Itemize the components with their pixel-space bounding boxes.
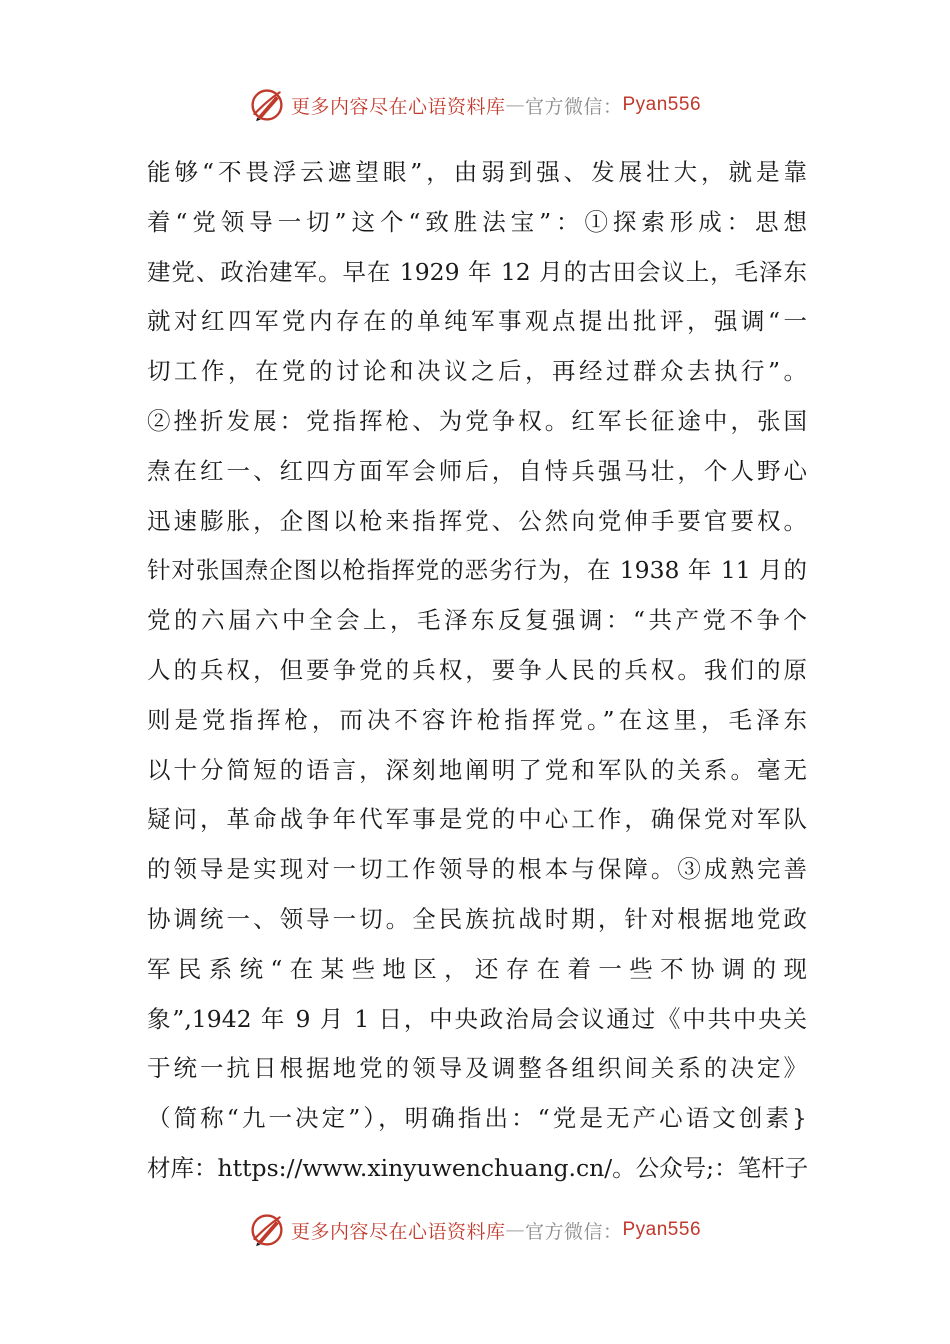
banner-separator: — <box>505 94 525 116</box>
banner-separator: — <box>505 1219 525 1241</box>
banner-title: 更多内容尽在心语资料库 <box>290 1220 506 1243</box>
text-line: 着“党领导一切”这个“致胜法宝”：①探索形成：思想 <box>147 207 807 236</box>
header-banner <box>0 80 950 130</box>
banner-title: 更多内容尽在心语资料库 <box>290 95 506 118</box>
text-line: 于统一抗日根据地党的领导及调整各组织间关系的决定》 <box>147 1054 807 1083</box>
text-line: 材库：https://www.xinyuwenchuang.cn/。公众号;：笔杆子 <box>147 1153 809 1182</box>
text-line: 党的六届六中全会上，毛泽东反复强调：“共产党不争个 <box>147 606 807 635</box>
banner-wechat-label: 官方微信： <box>524 95 623 118</box>
text-line: ②挫折发展：党指挥枪、为党争权。红军长征途中，张国 <box>147 406 807 435</box>
text-line: 切工作，在党的讨论和决议之后，再经过群众去执行”。 <box>147 357 807 386</box>
text-line: 的领导是实现对一切工作领导的根本与保障。③成熟完善 <box>147 855 807 884</box>
pen-logo-icon <box>249 87 285 123</box>
text-line: 焘在红一、红四方面军会师后，自恃兵强马壮，个人野心 <box>147 456 807 485</box>
text-line: 协调统一、领导一切。全民族抗战时期，针对根据地党政 <box>147 904 807 933</box>
text-line: 针对张国焘企图以枪指挥党的恶劣行为，在 1938 年 11 月的 <box>147 556 807 585</box>
text-line: 能够“不畏浮云遮望眼”，由弱到强、发展壮大，就是靠 <box>147 158 807 186</box>
text-line: 以十分简短的语言，深刻地阐明了党和军队的关系。毫无 <box>147 755 807 784</box>
pen-logo-icon <box>249 1212 285 1248</box>
text-line: 人的兵权，但要争党的兵权，要争人民的兵权。我们的原 <box>147 655 807 684</box>
text-line: 疑问，革命战争年代军事是党的中心工作，确保党对军队 <box>147 805 807 834</box>
text-line: 建党、政治建军。早在 1929 年 12 月的古田会议上，毛泽东 <box>147 257 807 286</box>
text-line: 象”,1942 年 9 月 1 日，中央政治局会议通过《中共中央关 <box>147 1004 807 1033</box>
text-line: 迅速膨胀，企图以枪来指挥党、公然向党伸手要官要权。 <box>147 506 807 535</box>
banner-wechat-label: 官方微信： <box>524 1220 623 1243</box>
text-line: 则是党指挥枪，而决不容许枪指挥党。”在这里，毛泽东 <box>147 705 807 734</box>
text-line: （简称“九一决定”），明确指出：“党是无产心语文创素} <box>147 1104 807 1133</box>
text-line: 就对红四军党内存在的单纯军事观点提出批评，强调“一 <box>147 307 807 336</box>
footer-banner <box>0 1205 950 1255</box>
banner-wechat-id: Pyan556 <box>622 94 702 115</box>
banner-wechat-id: Pyan556 <box>622 1219 702 1240</box>
text-line: 军民系统“在某些地区，还存在着一些不协调的现 <box>147 954 807 983</box>
body-text <box>147 148 807 1194</box>
